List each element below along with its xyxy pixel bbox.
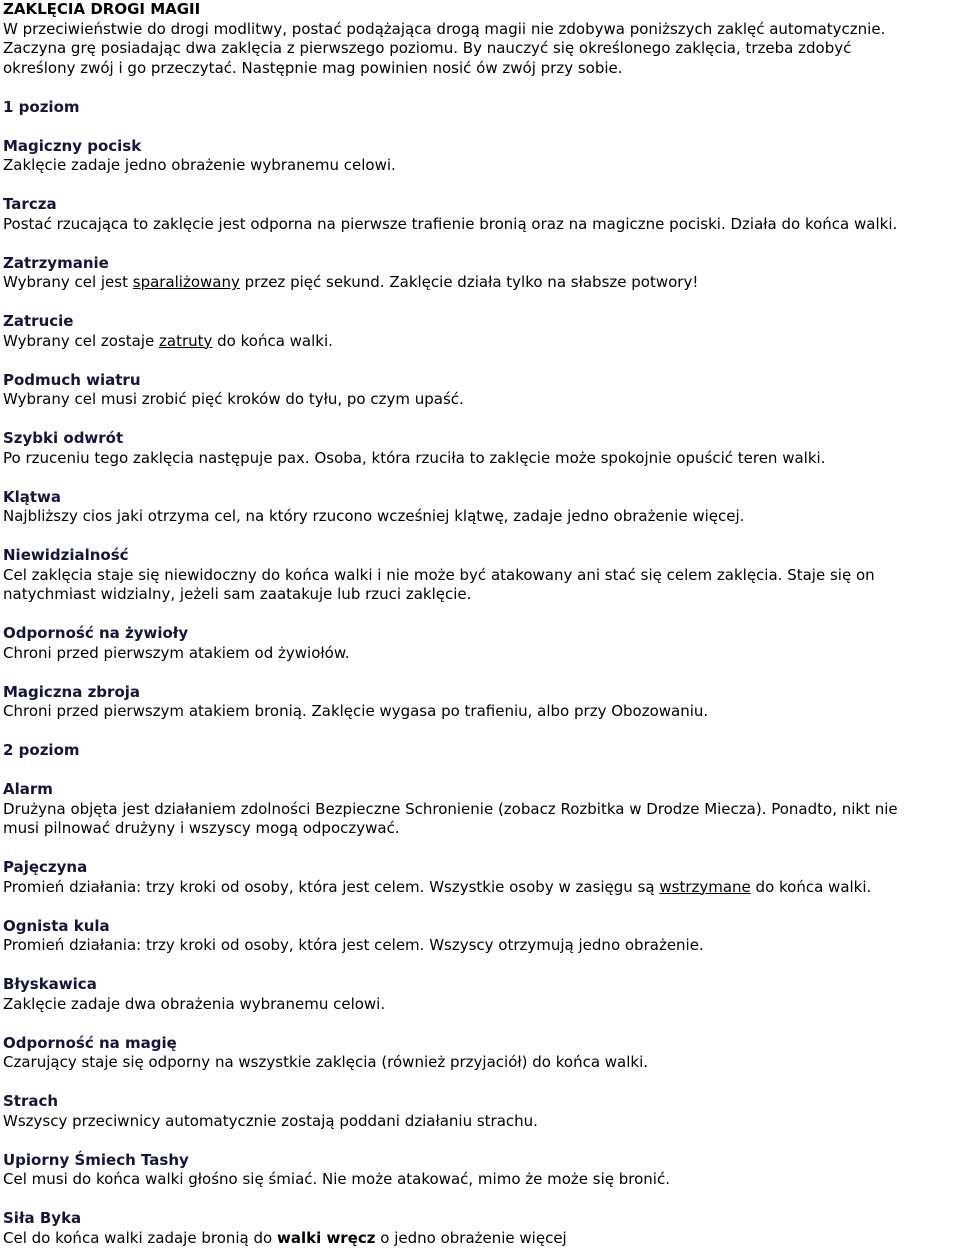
desc-text: Wybrany cel zostaje: [3, 332, 159, 350]
level2-heading: 2 poziom: [3, 741, 958, 761]
intro-line-2: Zaczyna grę posiadając dwa zaklęcia z pierwszego poziomu. By nauczyć się określonego zaklęcia, trzeba zdobyć: [3, 39, 958, 59]
spell-name-magiczny-pocisk: Magiczny pocisk: [3, 137, 958, 157]
spell-name-podmuch-wiatru: Podmuch wiatru: [3, 371, 958, 391]
desc-text: Wybrany cel jest: [3, 273, 133, 291]
document-title: ZAKLĘCIA DROGI MAGII: [3, 0, 958, 20]
spell-desc-tarcza: Postać rzucająca to zaklęcie jest odporna na pierwsze trafienie bronią oraz na magiczne pociski. Działa do końca walki.: [3, 215, 958, 235]
spell-name-magiczna-zbroja: Magiczna zbroja: [3, 683, 958, 703]
desc-text: o jedno obrażenie więcej: [376, 1229, 567, 1247]
spell-name-alarm: Alarm: [3, 780, 958, 800]
spell-name-upiorny-smiech-tashy: Upiorny Śmiech Tashy: [3, 1151, 958, 1171]
spell-name-tarcza: Tarcza: [3, 195, 958, 215]
spell-desc-magiczny-pocisk: Zaklęcie zadaje jedno obrażenie wybranemu celowi.: [3, 156, 958, 176]
spell-desc-klatwa: Najbliższy cios jaki otrzyma cel, na który rzucono wcześniej klątwę, zadaje jedno obrażenie więcej.: [3, 507, 958, 527]
spell-desc-zatrucie: [3, 332, 958, 352]
intro-line-1: W przeciwieństwie do drogi modlitwy, postać podążająca drogą magii nie zdobywa poniższych zaklęć automatycznie.: [3, 20, 958, 40]
spell-name-szybki-odwrot: Szybki odwrót: [3, 429, 958, 449]
intro-line-3: określony zwój i go przeczytać. Następnie mag powinien nosić ów zwój przy sobie.: [3, 59, 958, 79]
spell-name-ognista-kula: Ognista kula: [3, 917, 958, 937]
spell-desc-blyskawica: Zaklęcie zadaje dwa obrażenia wybranemu celowi.: [3, 995, 958, 1015]
link-wstrzymane[interactable]: wstrzymane: [659, 878, 750, 896]
spell-desc-odpornosc-na-magie: Czarujący staje się odporny na wszystkie zaklęcia (również przyjaciół) do końca walki.: [3, 1053, 958, 1073]
spell-name-zatrucie: Zatrucie: [3, 312, 958, 332]
spell-name-pajeczyna: Pajęczyna: [3, 858, 958, 878]
spell-desc-alarm-1: Drużyna objęta jest działaniem zdolności Bezpieczne Schronienie (zobacz Rozbitka w Drodze Miecza). Ponadto, nikt nie: [3, 800, 958, 820]
spell-name-odpornosc-na-magie: Odporność na magię: [3, 1034, 958, 1054]
spell-name-klatwa: Klątwa: [3, 488, 958, 508]
spell-desc-szybki-odwrot: Po rzuceniu tego zaklęcia następuje pax. Osoba, która rzuciła to zaklęcie może spokojnie opuścić teren walki.: [3, 449, 958, 469]
desc-text: do końca walki.: [212, 332, 333, 350]
bold-walki-wrecz: walki wręcz: [277, 1229, 376, 1247]
spell-desc-ognista-kula: Promień działania: trzy kroki od osoby, która jest celem. Wszyscy otrzymują jedno obrażenie.: [3, 936, 958, 956]
spell-desc-strach: Wszyscy przeciwnicy automatycznie zostają poddani działaniu strachu.: [3, 1112, 958, 1132]
desc-text: przez pięć sekund. Zaklęcie działa tylko na słabsze potwory!: [240, 273, 698, 291]
document: [3, 0, 958, 1248]
spell-name-niewidzialnosc: Niewidzialność: [3, 546, 958, 566]
spell-name-strach: Strach: [3, 1092, 958, 1112]
spell-name-blyskawica: Błyskawica: [3, 975, 958, 995]
spell-desc-sila-byka: [3, 1229, 958, 1248]
desc-text: Promień działania: trzy kroki od osoby, która jest celem. Wszystkie osoby w zasięgu są: [3, 878, 659, 896]
spell-name-sila-byka: Siła Byka: [3, 1209, 958, 1229]
spell-desc-podmuch-wiatru: Wybrany cel musi zrobić pięć kroków do tyłu, po czym upaść.: [3, 390, 958, 410]
spell-desc-odpornosc-na-zywioly: Chroni przed pierwszym atakiem od żywiołów.: [3, 644, 958, 664]
spell-desc-niewidzialnosc-2: natychmiast widzialny, jeżeli sam zaatakuje lub rzuci zaklęcie.: [3, 585, 958, 605]
spell-name-zatrzymanie: Zatrzymanie: [3, 254, 958, 274]
spell-desc-magiczna-zbroja: Chroni przed pierwszym atakiem bronią. Zaklęcie wygasa po trafieniu, albo przy Obozowaniu.: [3, 702, 958, 722]
spell-desc-zatrzymanie: [3, 273, 958, 293]
desc-text: Cel do końca walki zadaje bronią do: [3, 1229, 277, 1247]
spell-name-odpornosc-na-zywioly: Odporność na żywioły: [3, 624, 958, 644]
level1-heading: 1 poziom: [3, 98, 958, 118]
spell-desc-niewidzialnosc-1: Cel zaklęcia staje się niewidoczny do końca walki i nie może być atakowany ani stać się celem zaklęcia. Staje się on: [3, 566, 958, 586]
link-zatruty[interactable]: zatruty: [159, 332, 212, 350]
spell-desc-upiorny-smiech-tashy: Cel musi do końca walki głośno się śmiać. Nie może atakować, mimo że może się bronić.: [3, 1170, 958, 1190]
link-sparalizowany[interactable]: sparaliżowany: [133, 273, 240, 291]
spell-desc-pajeczyna: [3, 878, 958, 898]
spell-desc-alarm-2: musi pilnować drużyny i wszyscy mogą odpoczywać.: [3, 819, 958, 839]
desc-text: do końca walki.: [751, 878, 872, 896]
